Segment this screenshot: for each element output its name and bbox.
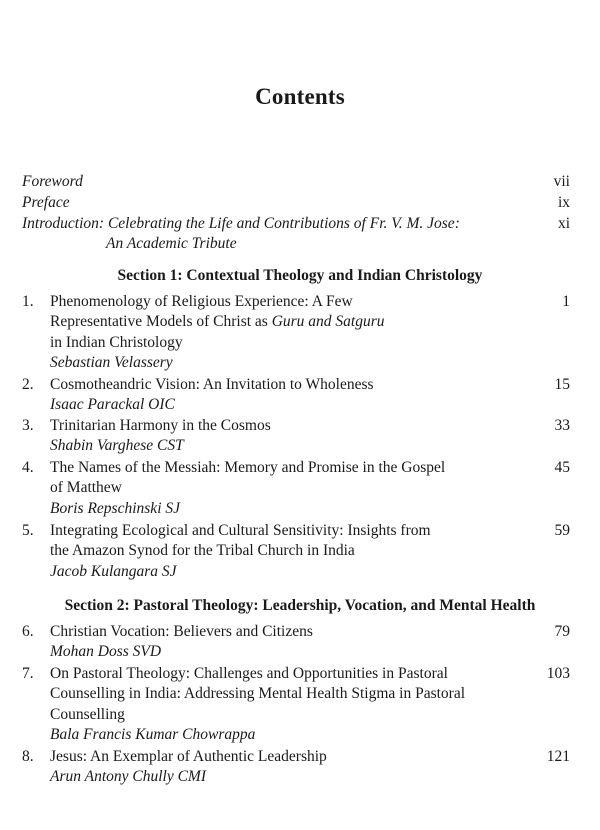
entry-number: 2. <box>22 376 34 393</box>
page-number: ix <box>557 194 570 211</box>
entry-title-line <box>50 312 518 332</box>
entry-number: 6. <box>22 623 34 640</box>
entry-title-line: The Names of the Messiah: Memory and Promise in the Gospel <box>50 459 446 476</box>
entry-title-line: Trinitarian Harmony in the Cosmos <box>50 417 271 434</box>
entry-title-line: the Amazon Synod for the Tribal Church in India <box>50 542 355 560</box>
entry-title-line: Jesus: An Exemplar of Authentic Leadership <box>50 748 327 765</box>
section-heading: Section 2: Pastoral Theology: Leadership, Vocation, and Mental Health <box>64 597 536 614</box>
entry-title-line: Counselling <box>50 705 125 723</box>
page-number: 33 <box>554 417 570 434</box>
page-number: 103 <box>546 665 570 682</box>
toc-entry-1[interactable] <box>22 292 570 374</box>
entry-number: 4. <box>22 459 34 476</box>
entry-title-line: in Indian Christology <box>50 333 183 351</box>
page-number: 59 <box>554 522 570 539</box>
toc-entry-4[interactable] <box>22 458 570 519</box>
toc-entry-8[interactable] <box>22 747 570 788</box>
entry-author: Isaac Parackal OIC <box>50 396 175 414</box>
entry-title-line: of Matthew <box>50 479 122 497</box>
entry-author: Sebastian Velassery <box>50 354 173 372</box>
entry-author: Jacob Kulangara SJ <box>50 562 177 580</box>
entry-title-fragment: Representative Models of Christ as <box>50 313 272 331</box>
entry-number: 1. <box>22 293 34 310</box>
page-title: Contents <box>255 84 345 109</box>
page-number: xi <box>557 215 570 232</box>
toc-entry-2[interactable] <box>22 375 570 416</box>
entry-title: Foreword <box>22 173 83 190</box>
entry-title-line: Counselling in India: Addressing Mental Health Stigma in Pastoral <box>50 685 466 703</box>
entry-number: 5. <box>22 522 34 539</box>
page-number: 121 <box>546 748 570 765</box>
entry-title-continued: An Academic Tribute <box>106 235 237 252</box>
entry-title-line: Phenomenology of Religious Experience: A Few <box>50 293 353 310</box>
entry-author: Shabin Varghese CST <box>50 437 184 455</box>
entry-title-line: Christian Vocation: Believers and Citizens <box>50 623 313 640</box>
entry-title: Preface <box>22 194 70 211</box>
entry-title-line: Integrating Ecological and Cultural Sensitivity: Insights from <box>50 522 431 539</box>
toc-entry-5[interactable] <box>22 521 570 582</box>
entry-number: 3. <box>22 417 34 434</box>
page-number: 79 <box>554 623 570 640</box>
page-number: 45 <box>554 459 570 476</box>
toc-entry-7[interactable] <box>22 664 570 746</box>
entry-number: 8. <box>22 748 34 765</box>
entry-title-line: Cosmotheandric Vision: An Invitation to Wholeness <box>50 376 374 393</box>
page-number: 15 <box>554 376 570 393</box>
entry-title-italic: Guru and Satguru <box>271 313 385 331</box>
entry-author: Mohan Doss SVD <box>50 643 162 661</box>
entry-title-line: On Pastoral Theology: Challenges and Opportunities in Pastoral <box>50 665 448 682</box>
toc-entry-foreword[interactable] <box>22 172 570 192</box>
entry-number: 7. <box>22 665 34 682</box>
entry-author: Boris Repschinski SJ <box>50 499 181 517</box>
entry-author: Arun Antony Chully CMI <box>50 768 206 786</box>
toc-entry-introduction[interactable] <box>22 214 570 254</box>
page-number: 1 <box>562 293 570 310</box>
section-heading: Section 1: Contextual Theology and Indian Christology <box>117 267 483 284</box>
toc-entry-6[interactable] <box>22 622 570 663</box>
page-number: vii <box>553 173 570 190</box>
toc-entry-3[interactable] <box>22 416 570 457</box>
entry-title: Introduction: Celebrating the Life and Contributions of Fr. V. M. Jose: <box>22 215 460 232</box>
entry-author: Bala Francis Kumar Chowrappa <box>50 726 256 744</box>
toc-entry-preface[interactable] <box>22 193 570 213</box>
